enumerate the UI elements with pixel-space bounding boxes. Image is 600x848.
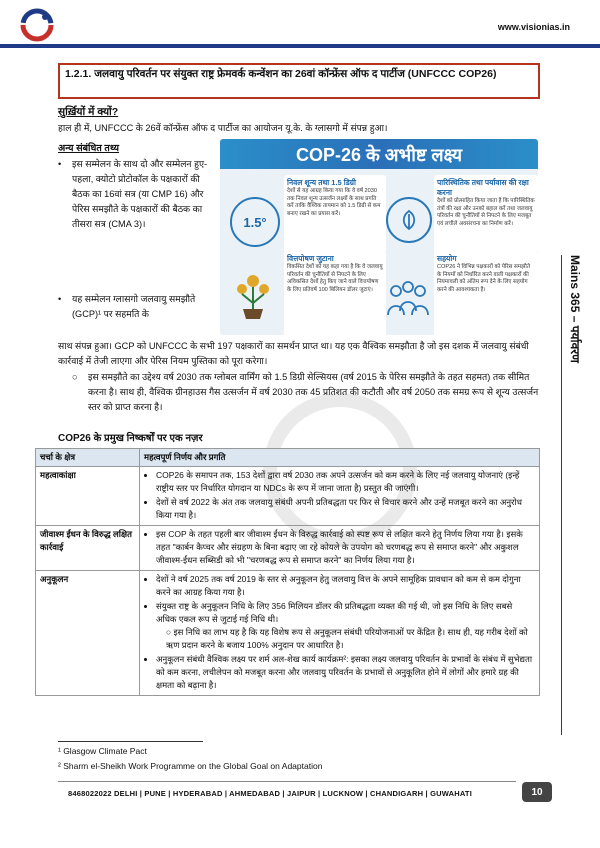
card-heading: पारिस्थितिक तथा पर्यावास की रक्षा करना [437, 178, 529, 197]
footnote-2: ² Sharm el-Sheikh Work Programme on the Global Goal on Adaptation [58, 761, 323, 771]
list-item: • देशों ने वर्ष 2025 तक वर्ष 2019 के स्तर से अनुकूलन हेतु जलवायु वित्त के अपने सामूहिक प्रावधान को कम से कम दोगुना करने का आग्रह किया गया है। [156, 573, 535, 599]
goal-card-cooperation [434, 251, 538, 335]
table-row [36, 526, 540, 571]
table-row [36, 571, 540, 696]
card-body: COP26 ने विभिन्न पक्षकारों को पेरिस समझौते के नियमों को निर्धारित करने वाली पक्षकारों की नियमावली को अंतिम रूप देने के लिए सहयोग करने की आवश्यकता है। [437, 264, 531, 293]
list-item: • COP26 के समापन तक, 153 देशों द्वारा वर्ष 2030 तक अपने उत्सर्जन को कम करने के लिए नई जलवायु योजनाएं (इन्हें राष्ट्रीय स्तर पर निर्धारित योगदान या NDCs के रूप में जाना जाता है) प्रस्तुत की जाएंगी। [156, 469, 535, 495]
card-body: देशों से यह आग्रह किया गया कि वे वर्ष 2030 तक निवल शून्य उत्सर्जन लक्ष्यों के साथ प्रगति करें ताकि वैश्विक तापमान को 1.5 डिग्री से कम बनाए रखने का प्रयास करें। [287, 188, 381, 217]
bullet-1: • इस सम्मेलन के साथ दो और सम्मेलन हुए- पहला, क्योटो प्रोटोकॉल के पक्षकारों की बैठक का 16वां सत्र (या CMP 16) और पेरिस समझौते के पक्षकारों की बैठक का तीसरा सत्र (CMA 3)। [58, 159, 208, 229]
leaf-icon [386, 197, 432, 243]
table-header-row [36, 449, 540, 467]
area-cell: महत्वाकांक्षा [36, 467, 140, 526]
bullet-2-continuation: साथ संपन्न हुआ। GCP को UNFCCC के सभी 197 पक्षकारों का समर्थन प्राप्त था। यह एक वैश्विक समझौता है जो इस दशक में जलवायु संबंधी कार्रवाई में तेजी लाएगा और पेरिस नियम पुस्तिका को पूरा करेगा। [58, 341, 529, 366]
progress-cell [140, 526, 540, 571]
goal-card-finance [284, 251, 386, 335]
list-item-text: संयुक्त राष्ट्र के अनुकूलन निधि के लिए 356 मिलियन डॉलर की प्रतिबद्धता व्यक्त की गई थी, जो इस निधि के लिए सबसे अधिक एकल रूप से जुटाई गई निधि थी। [156, 601, 513, 624]
other-facts-heading: अन्य संबंधित तथ्य [58, 143, 120, 154]
side-label-text: Mains 365 – पर्यावरण [568, 255, 582, 363]
page-number: 10 [522, 782, 552, 802]
infographic-title: COP-26 के अभीष्ट लक्ष्य [295, 145, 463, 165]
table-row [36, 467, 540, 526]
temp-label: 1.5° [243, 214, 267, 230]
sub-bullet: ○ इस समझौते का उद्देश्य वर्ष 2030 तक ग्लोबल वार्मिंग को 1.5 डिग्री सेल्सियस (वर्ष 2015 के पेरिस समझौते के तहत सहमत) तक सीमित करना है। साथ ही, वैश्विक ग्रीनहाउस गैस उत्सर्जन में वर्ष 2030 तक 45 प्रतिशत की कटौती और वर्ष 2050 तक समग्र रूप से शून्य उत्सर्जन स्तर को प्राप्त करना है। [72, 372, 539, 412]
sub-bullet-text: इस समझौते का उद्देश्य वर्ष 2030 तक ग्लोबल वार्मिंग को 1.5 डिग्री सेल्सियस (वर्ष 2015 के पेरिस समझौते के तहत सहमत) तक सीमित करना है। साथ ही, वैश्विक ग्रीनहाउस गैस उत्सर्जन में वर्ष 2030 तक 45 प्रतिशत की कटौती और वर्ष 2050 तक समग्र रूप से शून्य उत्सर्जन स्तर को प्राप्त करना है। [88, 372, 539, 412]
sub-list-item-text: इस निधि का लाभ यह है कि यह विशेष रूप से अनुकूलन संबंधी परियोजनाओं पर केंद्रित है। साथ ही, यह गरीब देशों को ऋण प्रदान करने के बजाय 100% अनुदान पर आधारित है। [166, 627, 528, 650]
progress-cell [140, 467, 540, 526]
list-item [156, 600, 535, 652]
news-heading: सुर्ख़ियों में क्यों? [58, 106, 119, 118]
goal-card-ecosystems [434, 175, 538, 253]
table-header-cell: चर्चा के क्षेत्र [36, 449, 140, 467]
footnote-rule [58, 741, 203, 742]
news-text: हाल ही में, UNFCCC के 26वें कॉन्फ्रेंस ऑफ द पार्टीज का आयोजन यू.के. के ग्लासगो में संपन्न हुआ। [58, 123, 388, 133]
table-heading: COP26 के प्रमुख निष्कर्षों पर एक नज़र [58, 433, 203, 444]
progress-cell [140, 571, 540, 696]
list-item: • अनुकूलन संबंधी वैश्विक लक्ष्य पर शर्म अल-शेख कार्य कार्यक्रम²: इसका लक्ष्य जलवायु परिवर्तन के प्रभावों के संबंध में सुभेद्यता को कम करना, लचीलेपन को मजबूत करना और जलवायु परिवर्तन के प्रभावों से अनुकूलित होने में लोगों और हमारे ग्रह की क्षमता को बढ़ाना है। [156, 653, 535, 692]
side-rule [561, 255, 562, 735]
side-label [567, 255, 593, 735]
bullet-2-text: यह सम्मेलन ग्लासगो जलवायु समझौते (GCP)¹ पर सहमति के [72, 294, 196, 319]
list-item: • देशों से वर्ष 2022 के अंत तक जलवायु संबंधी अपनी प्रतिबद्धता पर फिर से विचार करने और उन्हें मजबूत करने का अनुरोध किया गया है। [156, 496, 535, 522]
footer-rule [58, 781, 516, 782]
conclusions-table [35, 448, 540, 696]
table-header-cell: महत्वपूर्ण निर्णय और प्रगति [140, 449, 540, 467]
thermometer-icon [230, 197, 280, 247]
header-rule [0, 44, 600, 48]
vision-ias-logo [20, 8, 54, 42]
footnote-1: ¹ Glasgow Climate Pact [58, 746, 147, 756]
people-collaboration-icon [384, 279, 432, 323]
card-heading: सहयोग [437, 254, 457, 263]
card-body: देशों को प्रोत्साहित किया जाता है कि पारिस्थितिक तंत्रों की रक्षा और उनको बहाल करें तथा जलवायु परिवर्तन की चुनौतियों से निपटने के लिए मजबूत एवं लचीले अवसंरचना का निर्माण करें। [437, 198, 535, 227]
cop26-goals-infographic [220, 139, 538, 335]
card-heading: वित्तपोषण जुटाना [287, 254, 334, 263]
footer-text: 8468022022 DELHI | PUNE | HYDERABAD | AHMEDABAD | JAIPUR | LUCKNOW | CHANDIGARH | GUWAHATI [68, 789, 472, 798]
card-heading: निवल शून्य तथा 1.5 डिग्री [287, 178, 356, 187]
bullet-2: • यह सम्मेलन ग्लासगो जलवायु समझौते (GCP)¹ पर सहमति के [58, 294, 196, 319]
card-body: विकसित देशों को यह कहा गया है कि वे जलवायु परिवर्तन की चुनौतियों से निपटने के लिए अविकसित देशों हेतु किए जाने वाले वित्तपोषण के लिए प्रतिवर्ष 100 बिलियन डॉलर जुटाएं। [287, 264, 383, 293]
section-title: 1.2.1. जलवायु परिवर्तन पर संयुक्त राष्ट्र फ्रेमवर्क कन्वेंशन का 26वां कॉन्फ्रेंस ऑफ द पार्टीज (UNFCCC COP26) [58, 63, 540, 99]
site-url[interactable]: www.visionias.in [497, 22, 570, 32]
area-cell: जीवाश्म ईंधन के विरुद्ध लक्षित कार्रवाई [36, 526, 140, 571]
area-cell: अनुकूलन [36, 571, 140, 696]
money-plant-icon [230, 271, 276, 321]
bullet-1-text: इस सम्मेलन के साथ दो और सम्मेलन हुए- पहला, क्योटो प्रोटोकॉल के पक्षकारों की बैठक का 16वां सत्र (या CMP 16) और पेरिस समझौते के पक्षकारों की बैठक का तीसरा सत्र (CMA 3)। [72, 159, 208, 229]
goal-card-net-zero [284, 175, 386, 253]
sub-list-item: ○ इस निधि का लाभ यह है कि यह विशेष रूप से अनुकूलन संबंधी परियोजनाओं पर केंद्रित है। साथ ही, यह गरीब देशों को ऋण प्रदान करने के बजाय 100% अनुदान पर आधारित है। [166, 627, 528, 650]
list-item: • इस COP के तहत पहली बार जीवाश्म ईंधन के विरुद्ध कार्रवाई को स्पष्ट रूप से लक्षित करने हेतु निर्णय लिया गया है। इसके तहत "कार्बन कैप्चर और संग्रहण के बिना बढ़ाए जा रहे कोयले के उपयोग को चरणबद्ध रूप से समाप्त करने" और अकुशल जीवाश्म-ईंधन सब्सिडी को भी "चरणबद्ध रूप से समाप्त करने" का निर्णय लिया गया है। [156, 528, 535, 567]
